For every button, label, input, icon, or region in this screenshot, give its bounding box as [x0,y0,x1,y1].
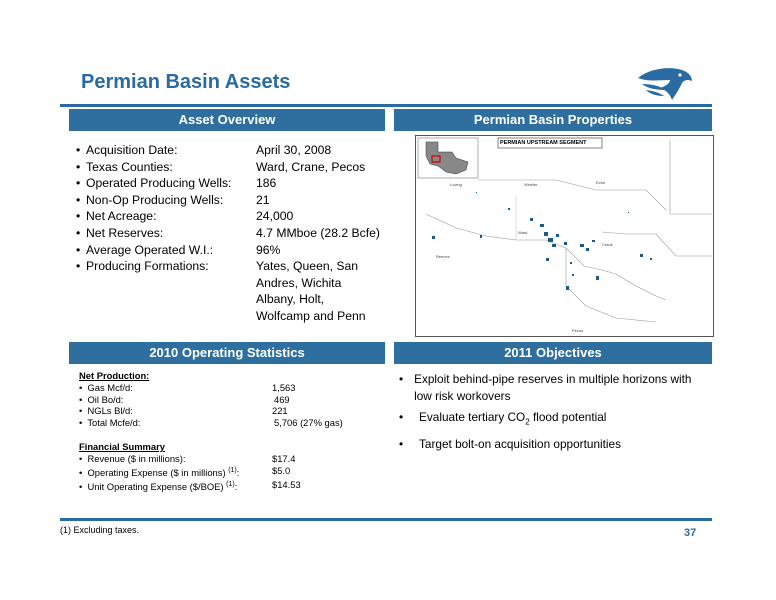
overview-row: • Acquisition Date: April 30, 2008 [76,143,332,157]
overview-row: • Non-Op Producing Wells: 21 [76,192,270,207]
stat-row: • Unit Operating Expense ($/BOE) $^{(1)}$: $14.53 [79,478,301,492]
stat-row: • Total Mcfe/d: 5,706 (27% gas) [79,417,343,429]
formations-continued: Albany, Holt, [256,292,325,307]
overview-row: • Average Operated W.I.: 96% [76,242,281,257]
objective-item: • Exploit behind-pipe reserves in multiple horizons with low risk workovers [399,372,692,403]
county-label: Ward [518,230,528,235]
properties-header: Permian Basin Properties [394,109,712,131]
stat-row: • NGLs Bl/d: 221 [79,405,288,417]
county-label: Loving [450,182,462,187]
operating-stats [79,370,343,492]
eagle-head-logo [636,64,694,104]
county-label: Reeves [436,254,450,259]
objective-item: • Target bolt-on acquisition opportunities [399,436,621,451]
formations-continued: Andres, Wichita [256,275,342,290]
overview-row: • Net Reserves: 4.7 MMboe (28.2 Bcfe) [76,225,380,240]
asset-overview-list [76,142,381,325]
overview-row: • Operated Producing Wells: 186 [76,176,277,191]
footnote: (1) Excluding taxes. [60,525,140,535]
asset-overview-header: Asset Overview [69,109,385,131]
operating-stats-header: 2010 Operating Statistics [69,342,385,364]
stat-row: • Oil Bo/d: 469 [79,393,290,405]
page-title: Permian Basin Assets [81,71,291,93]
county-label: Winkler [524,182,538,187]
stat-row: • Operating Expense ($ in millions) $^{(1)}$: $5.0 [79,464,291,478]
overview-row: • Texas Counties: Ward, Crane, Pecos [76,159,366,174]
map-legend: PERMIAN UPSTREAM SEGMENT [500,140,587,146]
stat-row: • Revenue ($ in millions): $17.4 [79,452,296,464]
objectives-list [399,371,699,457]
objectives-header: 2011 Objectives [394,342,712,364]
overview-row: • Net Acreage: 24,000 [76,209,294,224]
financial-summary-title: Financial Summary [79,440,165,452]
county-label: Crane [602,242,613,247]
permian-map [415,135,714,337]
county-map [416,136,713,336]
net-production-title: Net Production: [79,370,150,381]
county-label: Ector [596,180,606,185]
objective-item: • Evaluate tertiary $CO_2$ flood potential [399,410,607,427]
county-label: Pecos [572,328,584,333]
overview-row: • Producing Formations: Yates, Queen, San [76,259,359,274]
formations-continued: Wolfcamp and Penn [256,308,366,323]
page-number: 37 [684,527,697,539]
top-rule [60,104,712,107]
stat-row: • Gas Mcf/d: 1,563 [79,381,296,393]
bottom-rule [60,518,712,521]
